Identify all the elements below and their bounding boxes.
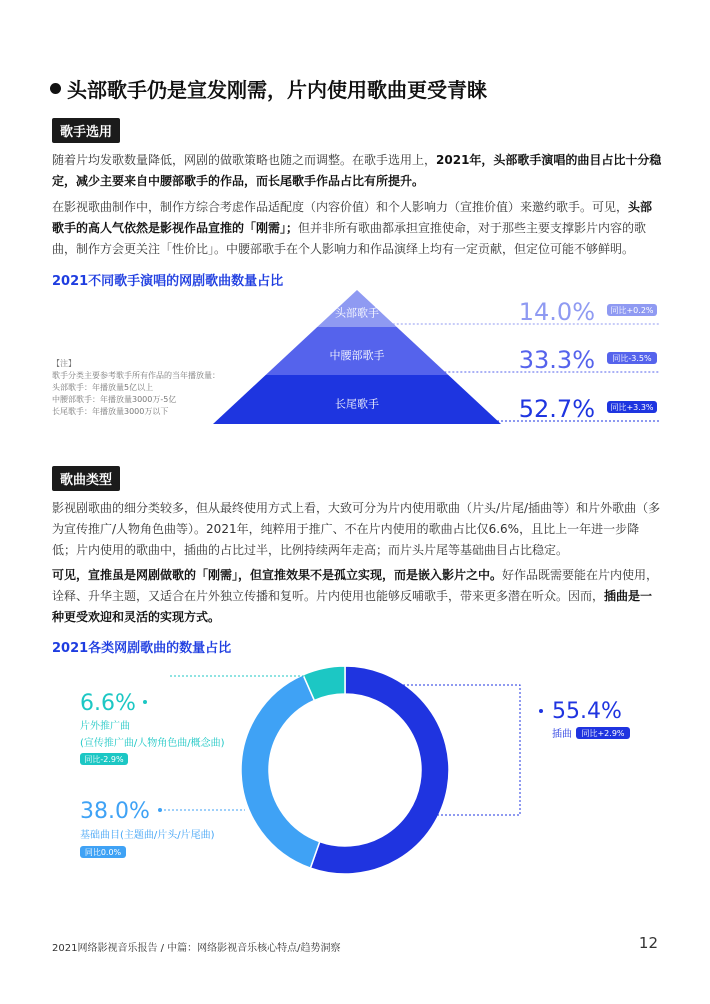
donut-category-label: 片外推广曲 — [80, 721, 130, 732]
pyramid-layer-label: 中腰部歌手 — [329, 349, 385, 362]
leader-dot-icon — [143, 700, 147, 704]
note-line: 长尾歌手：年播放量3000万以下 — [52, 407, 169, 416]
page-heading — [50, 74, 487, 103]
yoy-badge-label: 同比+2.9% — [581, 729, 625, 738]
note-line: 头部歌手：年播放量5亿以上 — [52, 383, 154, 392]
note-line: 歌手分类主要参考歌手所有作品的当年播放量： — [52, 371, 220, 380]
donut-value-label: 6.6% — [80, 691, 136, 716]
leader-dot-icon — [539, 709, 543, 713]
yoy-badge-label: 同比0.0% — [84, 848, 122, 857]
donut-chart — [0, 660, 710, 890]
note-line: 中腰部歌手：年播放量3000万-5亿 — [52, 395, 177, 404]
singer-note — [52, 358, 252, 418]
section1-paragraph-2: 在影视歌曲制作中，制作方综合考虑作品适配度（内容价值）和个人影响力（宣推价值）来邀约歌手。可见，头部歌手的高人气依然是影视作品宣推的「刚需」；但并非所有歌曲都承担宣推使命，对于那些主要支撑影片内容的歌曲，制作方会更关注「性价比」。中腰部歌手在个人影响力和作品演绎上均有一定贡献，但定位可能不够鲜明。 — [52, 200, 653, 256]
p1-part: 随着片均发歌数量降低，网剧的做歌策略也随之而调整。在歌手选用上， — [52, 153, 437, 167]
donut-sub-label: (宣传推广曲/人物角色曲/概念曲) — [80, 738, 225, 749]
leader-dot-icon — [158, 808, 162, 812]
yoy-badge-label: 同比+3.3% — [610, 403, 654, 412]
bullet-dot-icon — [50, 83, 61, 94]
pyramid-layer-label: 头部歌手 — [335, 306, 379, 320]
section-tag-song-type: 歌曲类型 — [52, 466, 120, 491]
page-heading-text: 头部歌手仍是宣发刚需，片内使用歌曲更受青睐 — [67, 78, 487, 102]
section-tag-singer: 歌手选用 — [52, 118, 120, 143]
section2-paragraph-2: 可见，宣推虽是网剧做歌的「刚需」，但宣推效果不是孤立实现，而是嵌入影片之中。好作品既需要能在片内使用，诠释、升华主题，又适合在片外独立传播和复听。片内使用也能够反哺歌手，带来更多潜在听众。因而，插曲是一种更受欢迎和灵活的实现方式。 — [52, 568, 659, 624]
page-number: 12 — [638, 934, 658, 952]
donut-slice — [241, 675, 320, 868]
donut-chart-title: 2021各类网剧歌曲的数量占比 — [52, 641, 232, 656]
section2-paragraph-1: 影视剧歌曲的细分类较多，但从最终使用方式上看，大致可分为片内使用歌曲（片头/片尾/插曲等）和片外歌曲（多为宣传推广/人物角色曲等）。2021年，纯粹用于推广、不在片内使用的歌曲占比仅6.6%，且比上一年进一步降低；片内使用的歌曲中，插曲的占比过半，比例持续两年走高；而片头片尾等基础曲目占比稳定。 — [52, 501, 661, 557]
yoy-badge-label: 同比-2.9% — [84, 755, 124, 764]
note-line: 【注】 — [52, 359, 76, 368]
section1-paragraph-1 — [52, 150, 662, 192]
pyramid-value-label: 33.3% — [518, 346, 595, 374]
donut-category-label: 基础曲目(主题曲/片头/片尾曲) — [80, 830, 215, 841]
yoy-badge-label: 同比-3.5% — [612, 354, 652, 363]
donut-value-label: 38.0% — [80, 799, 150, 824]
p1-bold: 2021年，头部歌手演唱的曲目占比十分稳定，减少主要来自中腰部歌手的作品，而长尾歌手作品占比有所提升。 — [52, 153, 662, 188]
pyramid-value-label: 52.7% — [518, 395, 595, 423]
footer-text: 2021网络影视音乐报告 / 中篇：网络影视音乐核心特点/趋势洞察 — [52, 943, 341, 954]
donut-slice — [310, 666, 449, 874]
pyramid-value-label: 14.0% — [518, 298, 595, 326]
donut-category-label: 插曲 — [552, 729, 572, 740]
donut-value-label: 55.4% — [552, 699, 622, 724]
pyramid-layer-label: 长尾歌手 — [335, 397, 379, 411]
yoy-badge-label: 同比+0.2% — [610, 306, 654, 315]
pyramid-chart-title: 2021不同歌手演唱的网剧歌曲数量占比 — [52, 274, 284, 289]
